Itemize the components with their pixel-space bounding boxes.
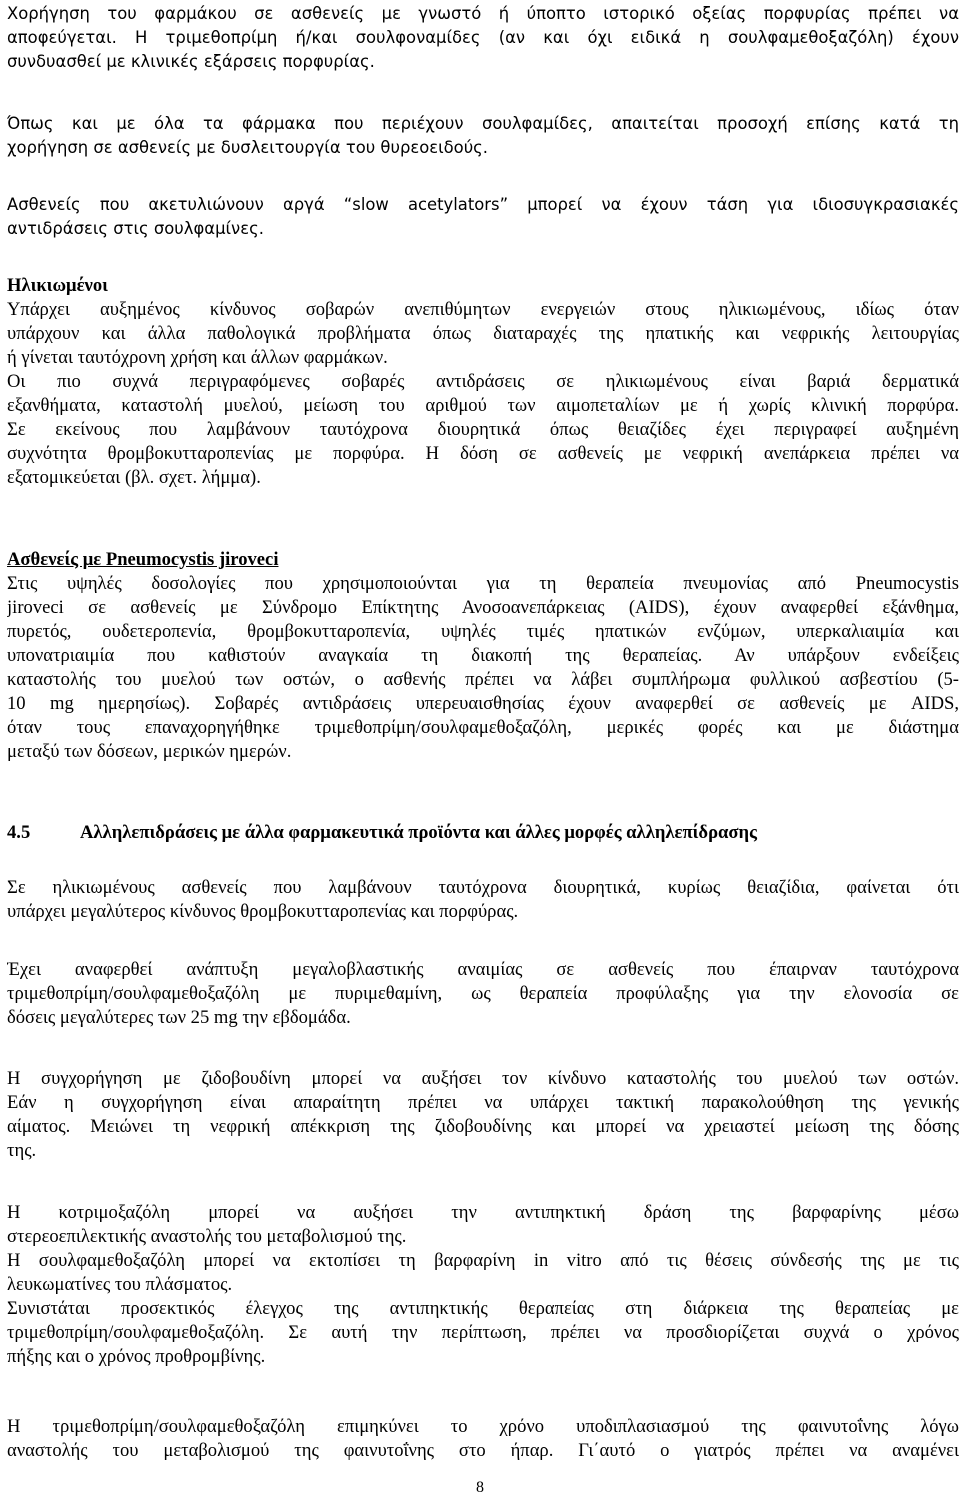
page-number: 8 (476, 1479, 484, 1496)
text-line: τριμεθοπρίμη/σουλφαμεθοξαζόλη. Σε αυτή την περίπτωση, πρέπει να προσδιορίζεται συχνά ο χρόνος (7, 1322, 959, 1343)
section-title: Αλληλεπιδράσεις με άλλα φαρμακευτικά προϊόντα και άλλες μορφές αλληλεπίδρασης (80, 822, 757, 843)
text-line: καταστολής του μυελού των οστών, ο ασθενής πρέπει να λάβει συμπλήρωμα φυλλικού ασβεστίου (5- (7, 669, 959, 690)
paragraph-diuretics (7, 876, 959, 924)
text-line: Οι πιο συχνά περιγραφόμενες σοβαρές αντιδράσεις σε ηλικιωμένους είναι βαριά δερματικά (7, 371, 959, 392)
paragraph-zidovudine (7, 1067, 959, 1163)
text-line: Χορήγηση του φαρμάκου σε ασθενείς με γνωστό ή ύποπτο ιστορικό οξείας πορφυρίας πρέπει να (7, 4, 959, 23)
text-line: Η τριμεθοπρίμη/σουλφαμεθοξαζόλη επιμηκύνει το χρόνο υποδιπλασιασμού της φαινυτοΐνης λόγω (7, 1416, 959, 1437)
text-line: Όπως και με όλα τα φάρμακα που περιέχουν σουλφαμίδες, απαιτείται προσοχή επίσης κατά τη (7, 114, 959, 133)
text-line: Συνιστάται προσεκτικός έλεγχος της αντιπηκτικής θεραπείας στη διάρκεια της θεραπείας με (7, 1298, 959, 1319)
text-line: jiroveci σε ασθενείς με Σύνδρομο Επίκτητης Ανοσοανεπάρκειας (AIDS), έχουν αναφερθεί εξάνθημα, (7, 597, 959, 618)
text-line: Σε ηλικιωμένους ασθενείς που λαμβάνουν ταυτόχρονα διουρητικά, κυρίως θειαζίδια, φαίνεται ότι (7, 877, 959, 898)
paragraph-porphyria (7, 2, 959, 74)
text-line: αντιδράσεις στις σουλφαμίνες. (7, 219, 264, 238)
text-line: της. (7, 1140, 37, 1161)
text-line: υπάρχουν και άλλα παθολογικά προβλήματα όπως διαταραχές της ηπατικής και νεφρικής λειτουργίας (7, 323, 959, 344)
text-line: υπάρχει μεγαλύτερος κίνδυνος θρομβοκυτταροπενίας και πορφύρας. (7, 901, 519, 922)
text-line: εξανθήματα, καταστολή μυελού, μείωση του αριθμού των αιμοπεταλίων με ή χωρίς κλινική πορφύρα. (7, 395, 959, 416)
elderly-section (7, 274, 959, 490)
text-line: 10 mg ημερησίως). Σοβαρές αντιδράσεις υπερευαισθησίας έχουν αναφερθεί σε ασθενείς με AIDS, (7, 693, 959, 714)
text-line: Η συγχορήγηση με ζιδοβουδίνη μπορεί να αυξήσει τον κίνδυνο καταστολής του μυελού των οστών. (7, 1068, 959, 1089)
text-line: πήξης και ο χρόνος προθρομβίνης. (7, 1346, 266, 1367)
text-line: τριμεθοπρίμη/σουλφαμεθοξαζόλη με πυριμεθαμίνη, ως θεραπεία προφύλαξης για την ελονοσία σε (7, 983, 959, 1004)
text-line: στερεοεπιλεκτικής αναστολής του μεταβολισμού της. (7, 1226, 407, 1247)
pneumocystis-section (7, 548, 959, 764)
text-line: χορήγηση σε ασθενείς με δυσλειτουργία του θυρεοειδούς. (7, 138, 489, 157)
text-line: όταν τους επαναχορηγήθηκε τριμεθοπρίμη/σουλφαμεθοξαζόλη, μερικές φορές και με διάστημα (7, 717, 959, 738)
section-heading: Ηλικιωμένοι (7, 275, 108, 296)
paragraph-phenytoin (7, 1415, 959, 1463)
text-line: ή γίνεται ταυτόχρονη χρήση και άλλων φαρμάκων. (7, 347, 388, 368)
section-number: 4.5 (7, 822, 31, 843)
text-line: αποφεύγεται. Η τριμεθοπρίμη ή/και σουλφοναμίδες (αν και όχι ειδικά η σουλφαμεθοξαζόλη) έχουν (7, 28, 959, 47)
paragraph-pyrimethamine (7, 958, 959, 1030)
text-line: λευκωματίνες του πλάσματος. (7, 1274, 233, 1295)
text-line: συχνότητα θρομβοκυτταροπενίας με πορφύρα. Η δόση σε ασθενείς με νεφρική ανεπάρκεια πρέπει να (7, 443, 959, 464)
text-line: πυρετός, ουδετεροπενία, θρομβοκυτταροπενία, υψηλές τιμές ηπατικών ενζύμων, υπερκαλιαιμία και (7, 621, 959, 642)
section-4-5-heading (7, 822, 959, 846)
text-line: δόσεις μεγαλύτερες των 25 mg την εβδομάδα. (7, 1007, 351, 1028)
text-line: Υπάρχει αυξημένος κίνδυνος σοβαρών ανεπιθύμητων ενεργειών στους ηλικιωμένους, ιδίως όταν (7, 299, 959, 320)
text-line: Εάν η συγχορήγηση είναι απαραίτητη πρέπει να υπάρχει τακτική παρακολούθηση της γενικής (7, 1092, 959, 1113)
paragraph-warfarin (7, 1201, 959, 1369)
text-line: Σε εκείνους που λαμβάνουν ταυτόχρονα διουρητικά όπως θειαζίδες έχει περιγραφεί αυξημένη (7, 419, 959, 440)
text-line: αίματος. Μειώνει τη νεφρική απέκκριση της ζιδοβουδίνης και μπορεί να χρειαστεί μείωση της δόσης (7, 1116, 959, 1137)
text-line: Η κοτριμοξαζόλη μπορεί να αυξήσει την αντιπηκτική δράση της βαρφαρίνης μέσω (7, 1202, 959, 1223)
paragraph-thyroid (7, 112, 959, 160)
text-line: συνδυασθεί με κλινικές εξάρσεις πορφυρίας. (7, 52, 375, 71)
text-line: εξατομικεύεται (βλ. σχετ. λήμμα). (7, 467, 261, 488)
text-line: υπονατριαιμία που καθιστούν αναγκαία τη διακοπή της θεραπείας. Αν υπάρξουν ενδείξεις (7, 645, 959, 666)
text-line: Στις υψηλές δοσολογίες που χρησιμοποιούνται για τη θεραπεία πνευμονίας από Pneumocystis (7, 573, 959, 594)
text-line: αναστολής του μεταβολισμού της φαινυτοΐνης στο ήπαρ. Γι΄αυτό ο γιατρός πρέπει να αναμένει (7, 1440, 959, 1461)
text-line: Έχει αναφερθεί ανάπτυξη μεγαλοβλαστικής αναιμίας σε ασθενείς που έπαιρναν ταυτόχρονα (7, 959, 959, 980)
text-line: Η σουλφαμεθοξαζόλη μπορεί να εκτοπίσει τη βαρφαρίνη in vitro από τις θέσεις σύνδεσής της με τις (7, 1250, 959, 1271)
text-line: Ασθενείς που ακετυλιώνουν αργά “slow acetylators” μπορεί να έχουν τάση για ιδιοσυγκρασιακές (7, 195, 959, 214)
text-line: μεταξύ των δόσεων, μερικών ημερών. (7, 741, 292, 762)
section-heading: Ασθενείς με Pneumocystis jiroveci (7, 549, 279, 570)
paragraph-acetylators (7, 193, 959, 241)
